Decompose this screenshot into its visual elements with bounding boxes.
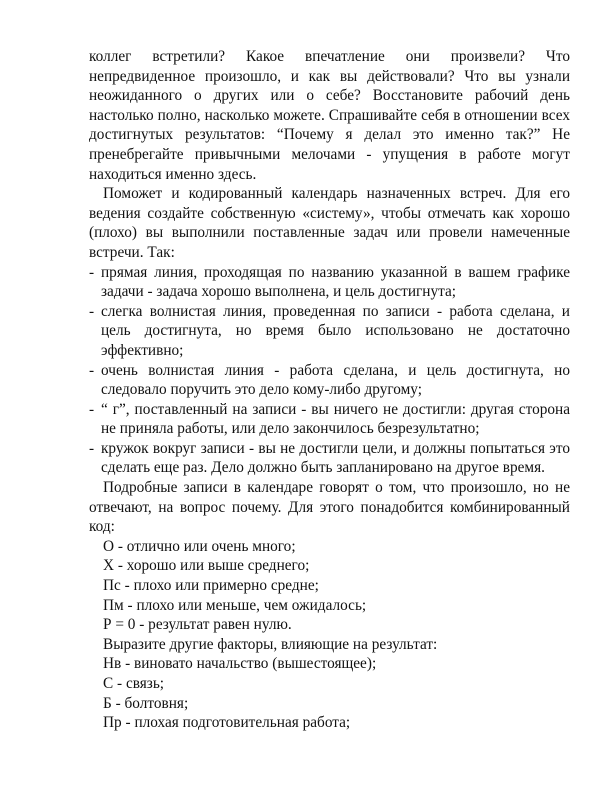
code-line: Пм - плохо или меньше, чем ожидалось;: [103, 596, 367, 614]
list-item: [89, 400, 570, 439]
code-line: Выразите другие факторы, влияющие на результат:: [103, 635, 438, 653]
paragraph-continued: коллег встретили? Какое впечатление они произвели? Что непредвиденное произошло, и как вы действовали? Что вы узнали неожиданного о других или о себе? Восстановите рабочий день настолько полно, насколько можете. Спрашивайте себя в отношении всех достигнутых результатов: “Почему я делал это именно так?” Не пренебрегайте привычными мелочами - упущения в работе могут находиться именно здесь.: [89, 48, 570, 183]
list-item: [89, 361, 570, 400]
code-line: Нв - виновато начальство (вышестоящее);: [103, 655, 377, 673]
list-item-text: кружок вокруг записи - вы не достигли цели, и должны попытаться это сделать еще раз. Дело должно быть запланировано на другое время.: [101, 439, 570, 477]
list-dash: -: [89, 302, 95, 320]
code-line: С - связь;: [103, 675, 165, 692]
list-item-text: “ г”, поставленный на записи - вы ничего не достигли: другая сторона не приняла работы, или дело закончилось безрезультатно;: [101, 400, 570, 438]
code-line: Б - болтовня;: [103, 694, 189, 712]
list-dash: -: [89, 263, 95, 281]
list-dash: -: [89, 439, 95, 457]
list-item: [89, 263, 570, 302]
code-line: Пр - плохая подготовительная работа;: [103, 714, 351, 732]
list-item-text: слегка волнистая линия, проведенная по записи - работа сделана, и цель достигнута, но время было использовано не достаточно эффективно;: [101, 302, 570, 359]
marking-rules-list: [89, 263, 570, 479]
code-line: Р = 0 - результат равен нулю.: [103, 616, 292, 634]
list-item: [89, 439, 570, 478]
list-item-text: очень волнистая линия - работа сделана, и цель достигнута, но следовало поручить это дело кому-либо другому;: [101, 361, 570, 399]
list-item: [89, 302, 570, 361]
paragraph-calendar-intro: Поможет и кодированный календарь назначенных встреч. Для его ведения создайте собственную «систему», чтобы отмечать как хорошо (плохо) вы выполнили поставленные задач или провели намеченные встречи. Так:: [89, 185, 570, 261]
code-line: Пс - плохо или примерно средне;: [103, 577, 319, 595]
list-dash: -: [89, 361, 95, 379]
code-line: Х - хорошо или выше среднего;: [103, 557, 310, 575]
page-text-body: [89, 47, 570, 733]
list-dash: -: [89, 400, 95, 418]
list-item-text: прямая линия, проходящая по названию указанной в вашем графике задачи - задача хорошо выполнена, и цель достигнута;: [101, 263, 570, 301]
code-legend-list: [89, 537, 570, 733]
paragraph-combined-code: Подробные записи в календаре говорят о том, что произошло, но не отвечают, на вопрос почему. Для этого понадобится комбинированный код:: [89, 479, 570, 536]
code-line: О - отлично или очень много;: [103, 537, 296, 555]
